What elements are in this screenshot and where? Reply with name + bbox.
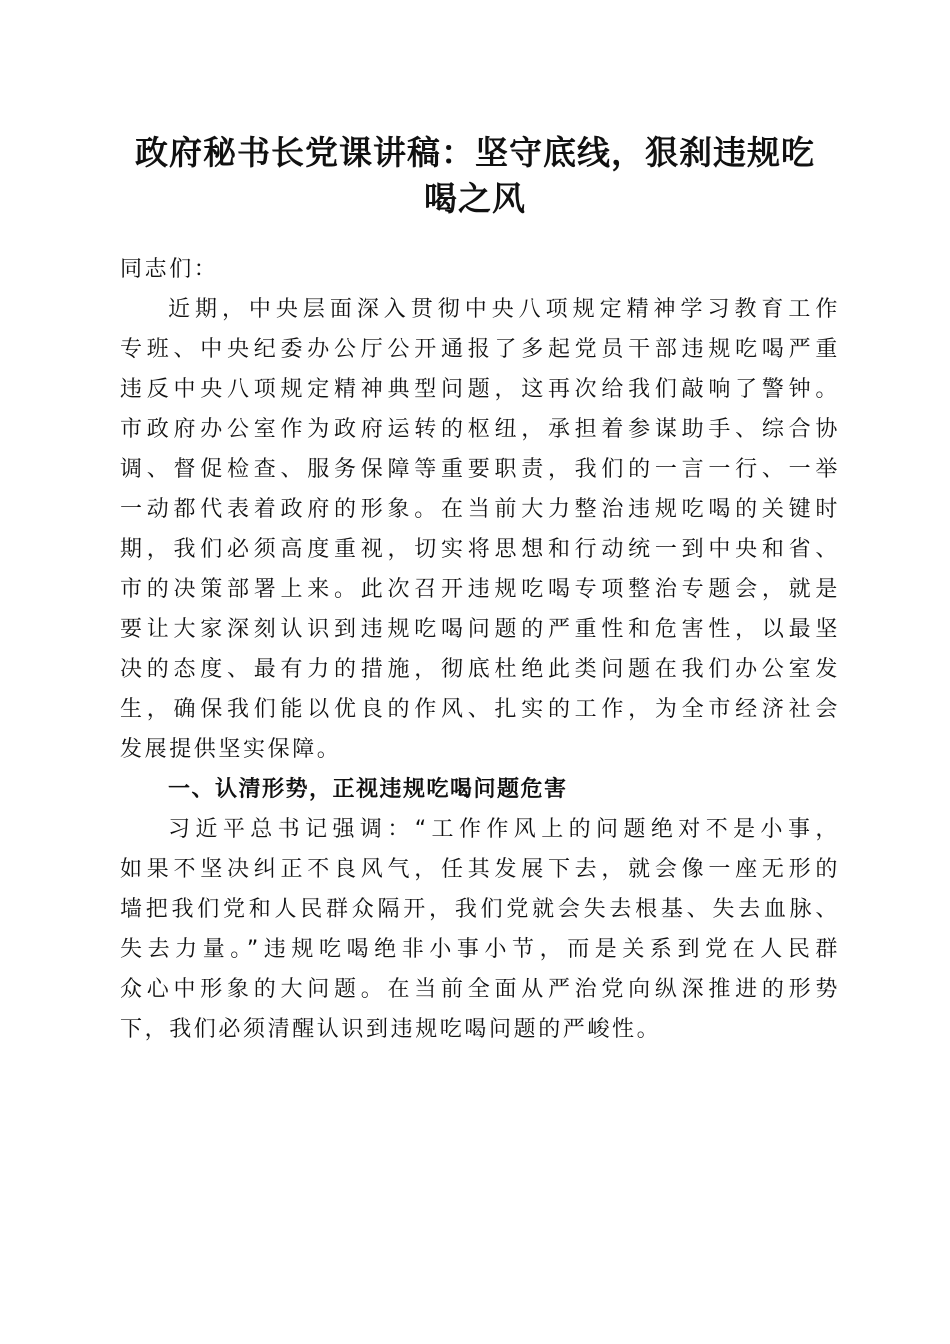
paragraph-2 [120,810,840,1050]
paragraph-line: 违反中央八项规定精神典型问题，这再次给我们敲响了警钟。 [120,377,840,402]
paragraph-1 [120,290,840,770]
document-title [100,130,850,222]
paragraph-line: 专班、中央纪委办公厅公开通报了多起党员干部违规吃喝严重 [120,337,840,362]
paragraph-line: 市的决策部署上来。此次召开违规吃喝专项整治专题会，就是 [120,577,840,602]
paragraph-line: 发展提供坚实保障。 [120,737,342,762]
paragraph-line: 决的态度、最有力的措施，彻底杜绝此类问题在我们办公室发 [120,657,840,682]
paragraph-line: 生，确保我们能以优良的作风、扎实的工作，为全市经济社会 [120,697,840,722]
paragraph-line: 失去力量。”违规吃喝绝非小事小节，而是关系到党在人民群 [120,937,840,962]
section-heading: 一、认清形势，正视违规吃喝问题危害 [168,777,568,802]
title-line: 喝之风 [424,179,526,218]
paragraph-line: 要让大家深刻认识到违规吃喝问题的严重性和危害性，以最坚 [120,617,840,642]
paragraph-line: 众心中形象的大问题。在当前全面从严治党向纵深推进的形势 [120,977,840,1002]
salutation: 同志们： [120,257,219,282]
paragraph-line: 墙把我们党和人民群众隔开，我们党就会失去根基、失去血脉、 [120,897,840,922]
paragraph-line: 期，我们必须高度重视，切实将思想和行动统一到中央和省、 [120,537,840,562]
paragraph-line: 市政府办公室作为政府运转的枢纽，承担着参谋助手、综合协 [120,417,840,442]
paragraph-line: 一动都代表着政府的形象。在当前大力整治违规吃喝的关键时 [120,497,840,522]
paragraph-line: 下，我们必须清醒认识到违规吃喝问题的严峻性。 [120,1017,662,1042]
document-body [120,250,840,1050]
paragraph-line: 近期，中央层面深入贯彻中央八项规定精神学习教育工作 [168,297,840,322]
paragraph-line: 如果不坚决纠正不良风气，任其发展下去，就会像一座无形的 [120,857,840,882]
title-line: 政府秘书长党课讲稿：坚守底线，狠刹违规吃 [135,133,815,172]
paragraph-line: 习近平总书记强调：“工作作风上的问题绝对不是小事， [168,817,840,842]
paragraph-line: 调、督促检查、服务保障等重要职责，我们的一言一行、一举 [120,457,840,482]
